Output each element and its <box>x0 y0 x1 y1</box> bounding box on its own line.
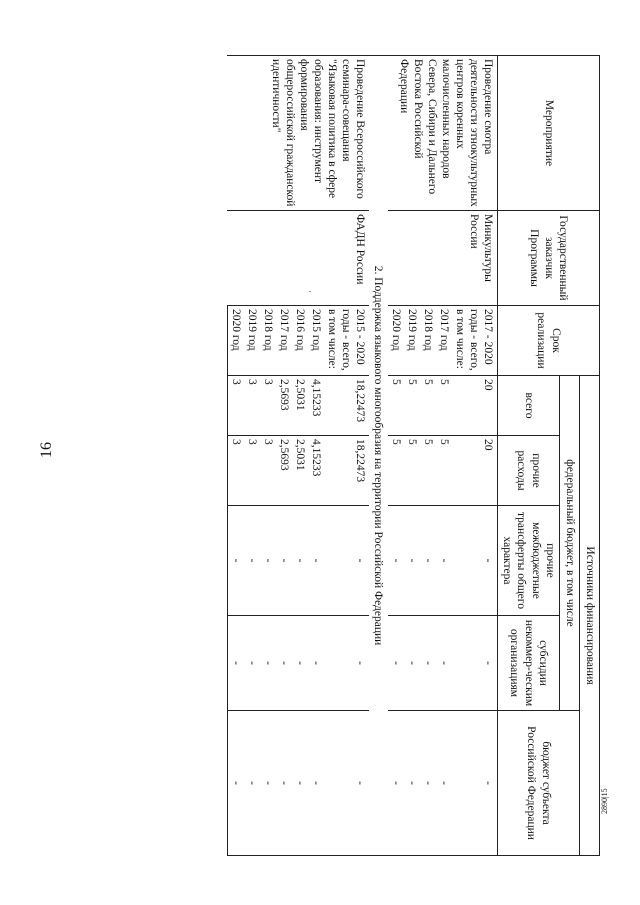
subject-cell: - <box>276 711 292 856</box>
subject-cell: - <box>244 711 260 856</box>
other-expenses-cell: 5 <box>420 436 436 506</box>
transfers-cell: - <box>227 506 244 616</box>
transfers-cell: - <box>292 506 308 616</box>
document-code: 2890|15 <box>600 788 609 814</box>
nco-cell: - <box>420 616 436 711</box>
subject-cell: - <box>436 711 452 856</box>
period-cell: 2018 год <box>420 306 436 376</box>
header-customer: Государственный заказчик Программы <box>498 211 600 306</box>
total-cell: 5 <box>388 376 404 436</box>
period-cell: 2020 год <box>227 306 244 376</box>
other-expenses-cell: 20 <box>452 436 498 506</box>
subject-cell: - <box>292 711 308 856</box>
nco-cell: - <box>388 616 404 711</box>
nco-cell: - <box>308 616 324 711</box>
financing-table <box>227 55 600 856</box>
other-expenses-cell: 5 <box>404 436 420 506</box>
header-other-expenses: прочие расходы <box>498 436 560 506</box>
subject-cell: - <box>308 711 324 856</box>
other-expenses-cell: 5 <box>388 436 404 506</box>
section-row <box>369 56 388 856</box>
period-cell: 2016 год <box>292 306 308 376</box>
period-cell: 2019 год <box>404 306 420 376</box>
table-row <box>324 56 369 856</box>
activity-cell: Проведение Всероссийского семинара-совещания "Языковая политика в сфере образования: инструмент формирования общероссийской гражданской идентичности" <box>227 56 369 211</box>
nco-cell: - <box>452 616 498 711</box>
header-other-transfers: прочие межбюджетные трансферты общего характера <box>498 506 560 616</box>
customer-cell: ФАДН России <box>227 211 369 306</box>
period-cell: 2020 год <box>388 306 404 376</box>
other-expenses-cell: 18,22473 <box>324 436 369 506</box>
header-activity: Мероприятие <box>498 56 600 211</box>
transfers-cell: - <box>324 506 369 616</box>
subject-cell: - <box>324 711 369 856</box>
subject-cell: - <box>404 711 420 856</box>
transfers-cell: - <box>436 506 452 616</box>
header-subject-budget: бюджет субъекта Российской Федерации <box>498 711 580 856</box>
other-expenses-cell: 2,5031 <box>292 436 308 506</box>
total-cell: 5 <box>436 376 452 436</box>
subject-cell: - <box>452 711 498 856</box>
total-cell: 5 <box>404 376 420 436</box>
total-cell: 2,5693 <box>276 376 292 436</box>
transfers-cell: - <box>308 506 324 616</box>
total-cell: 4,15233 <box>308 376 324 436</box>
total-cell: 3 <box>244 376 260 436</box>
transfers-cell: - <box>452 506 498 616</box>
subject-cell: - <box>420 711 436 856</box>
subject-cell: - <box>260 711 276 856</box>
customer-cell: Минкультуры России <box>388 211 498 306</box>
other-expenses-cell: 2,5693 <box>276 436 292 506</box>
subject-cell: - <box>388 711 404 856</box>
table-row <box>452 56 498 856</box>
nco-cell: - <box>227 616 244 711</box>
transfers-cell: - <box>260 506 276 616</box>
nco-cell: - <box>324 616 369 711</box>
period-cell: 2017 год <box>276 306 292 376</box>
header-total: всего <box>498 376 560 436</box>
total-cell: 3 <box>260 376 276 436</box>
other-expenses-cell: 3 <box>227 436 244 506</box>
rotated-page-content <box>60 55 600 855</box>
other-expenses-cell: 3 <box>260 436 276 506</box>
subject-cell: - <box>227 711 244 856</box>
other-expenses-cell: 3 <box>244 436 260 506</box>
period-cell: 2017 год <box>436 306 452 376</box>
transfers-cell: - <box>388 506 404 616</box>
header-federal-budget: федеральный бюджет, в том числе <box>560 376 580 711</box>
nco-cell: - <box>260 616 276 711</box>
nco-cell: - <box>244 616 260 711</box>
period-cell: 2019 год <box>244 306 260 376</box>
transfers-cell: - <box>244 506 260 616</box>
nco-cell: - <box>404 616 420 711</box>
section-title: 2. Поддержка языкового многообразия на территории Российской Федерации <box>369 56 388 856</box>
page-number: 16 <box>38 442 55 458</box>
period-cell: 2017 - 2020 годы - всего, в том числе: <box>452 306 498 376</box>
transfers-cell: - <box>276 506 292 616</box>
total-cell: 3 <box>227 376 244 436</box>
other-expenses-cell: 4,15233 <box>308 436 324 506</box>
nco-cell: - <box>436 616 452 711</box>
transfers-cell: - <box>420 506 436 616</box>
activity-cell: Проведение смотра деятельности этнокультурных центров коренных малочисленных народов Севера, Сибири и Дальнего Востока Российской Федерации <box>388 56 498 211</box>
period-cell: 2015 год <box>308 306 324 376</box>
total-cell: 20 <box>452 376 498 436</box>
nco-cell: - <box>276 616 292 711</box>
header-period: Срок реализации <box>498 306 600 376</box>
period-cell: 2018 год <box>260 306 276 376</box>
nco-cell: - <box>292 616 308 711</box>
total-cell: 18,22473 <box>324 376 369 436</box>
total-cell: 5 <box>420 376 436 436</box>
total-cell: 2,5031 <box>292 376 308 436</box>
transfers-cell: - <box>404 506 420 616</box>
period-cell: 2015 - 2020 годы - всего, в том числе: <box>324 306 369 376</box>
header-sources: Источники финансирования <box>580 376 600 856</box>
other-expenses-cell: 5 <box>436 436 452 506</box>
header-nco-subsidies: субсидии некоммер-ческим организациям <box>498 616 560 711</box>
